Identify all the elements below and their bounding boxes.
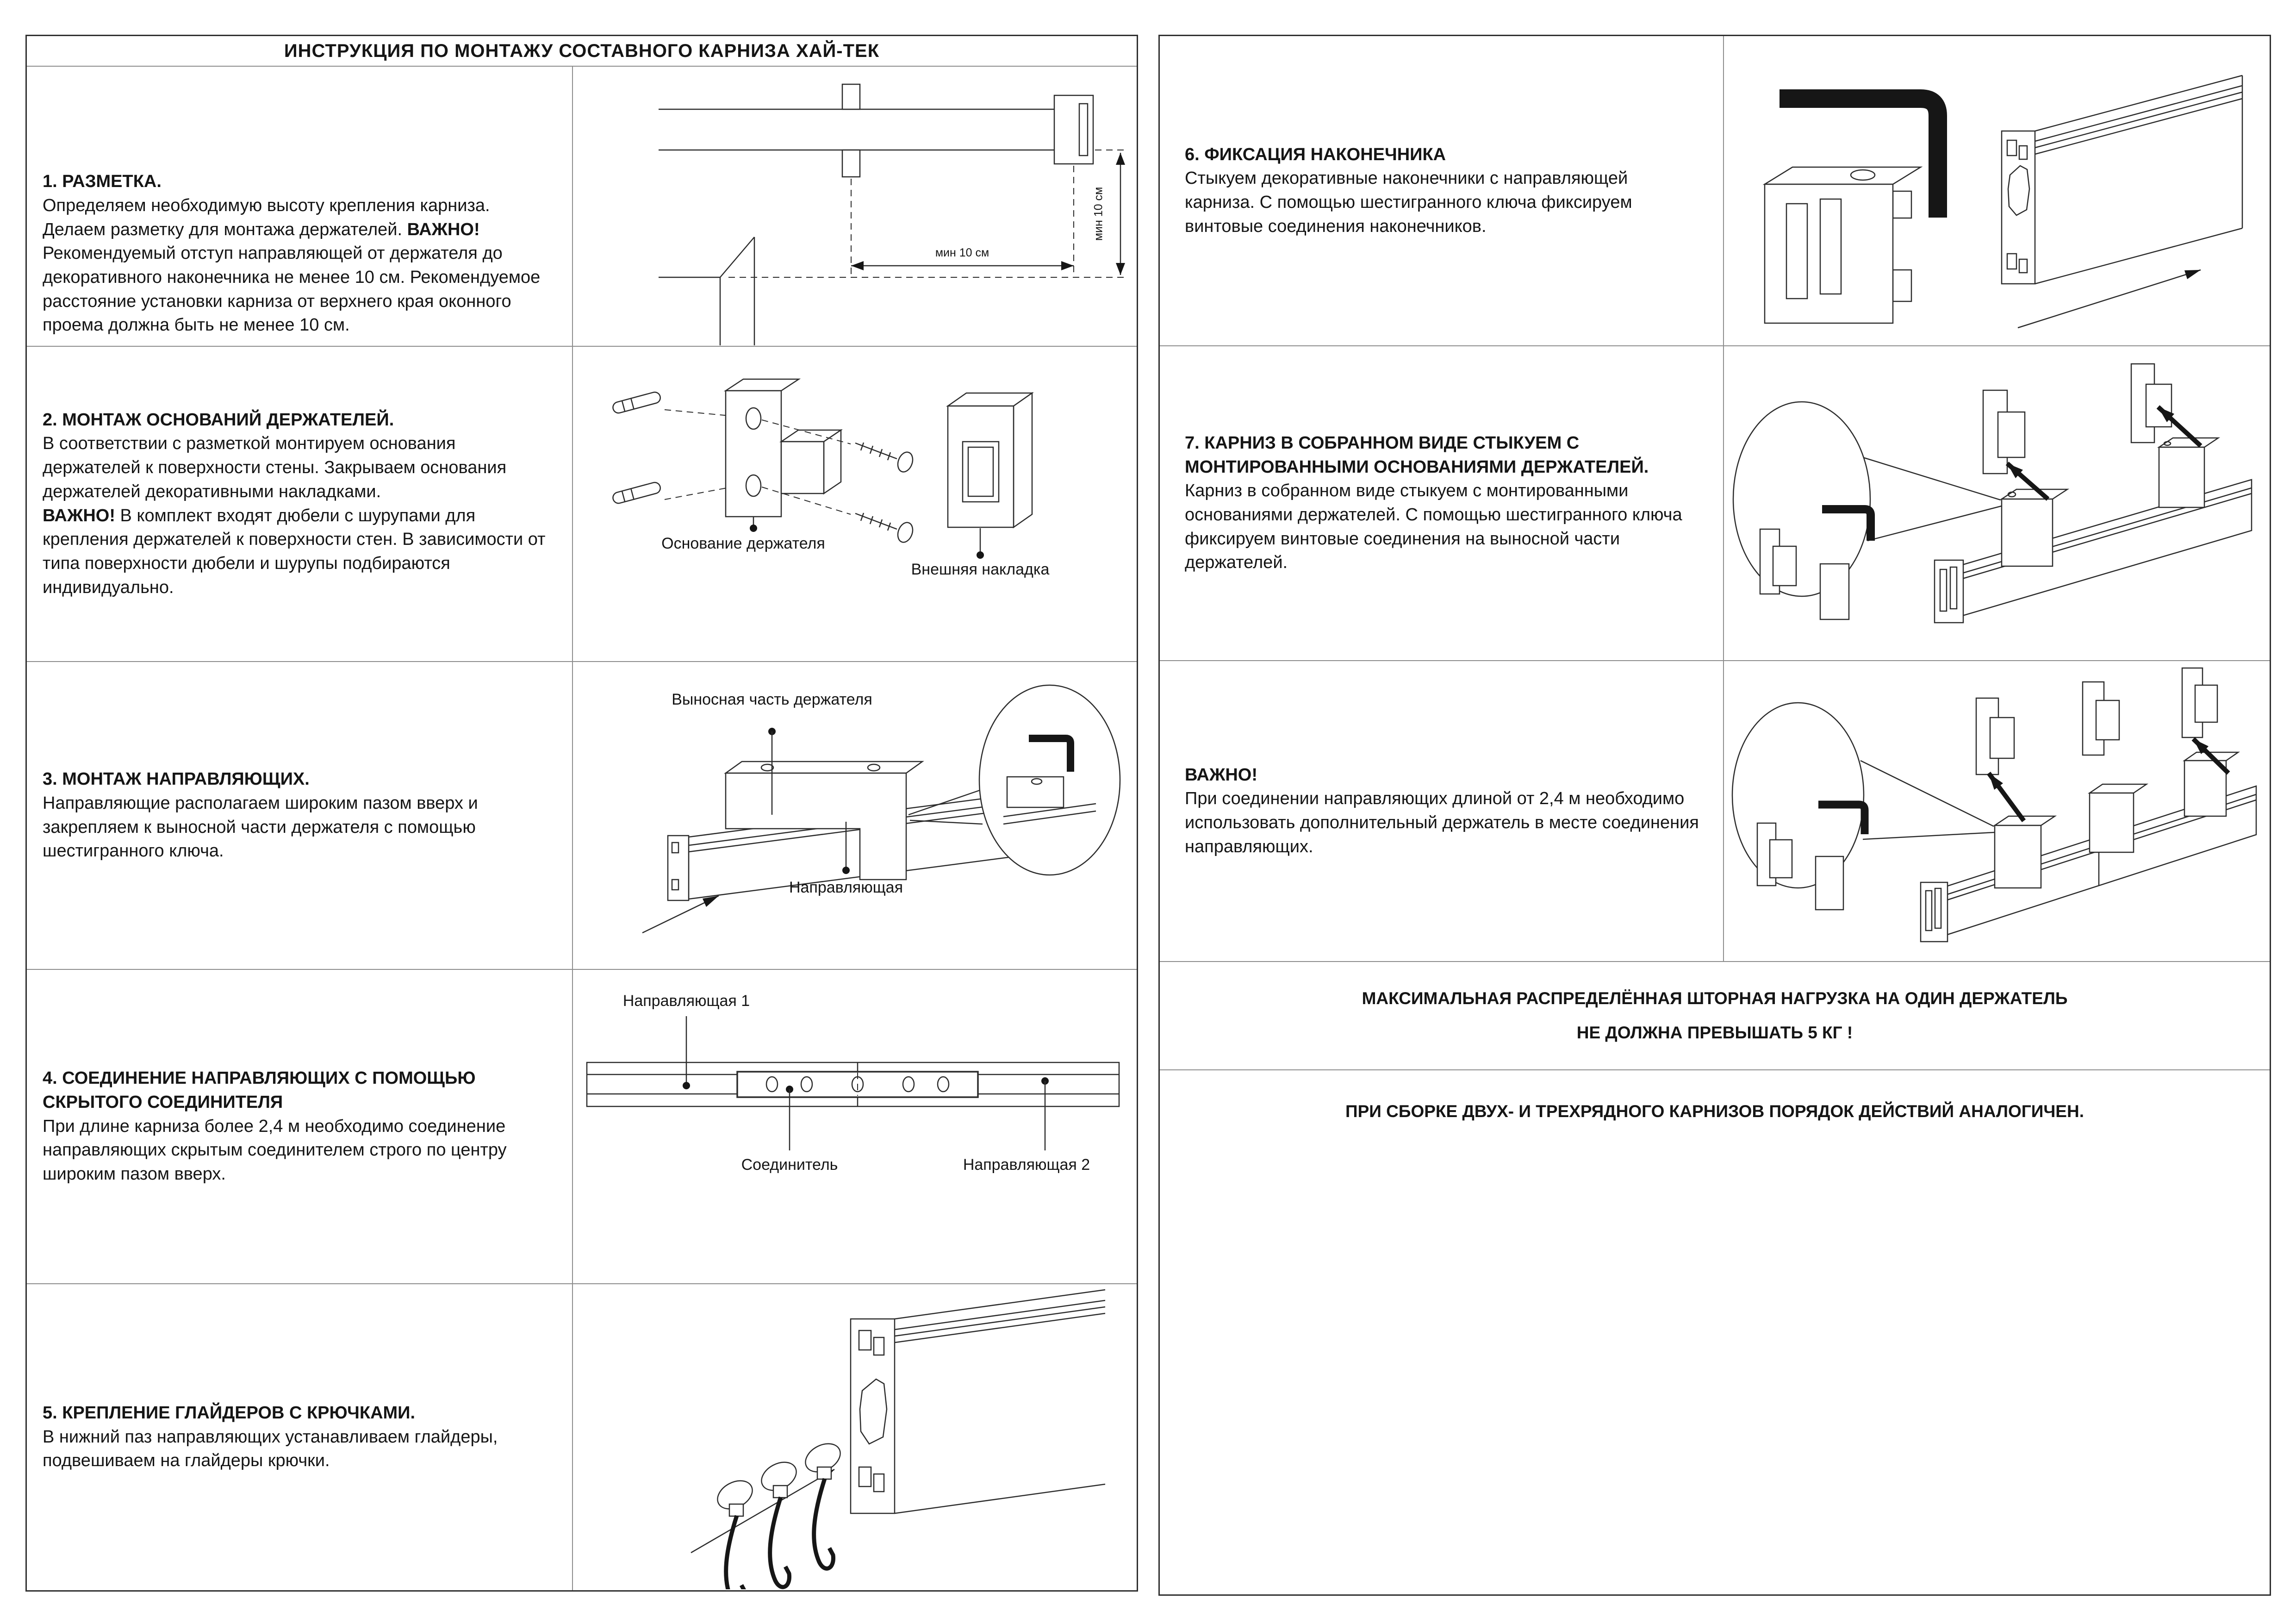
marking-diagram xyxy=(573,67,1137,346)
max-load-note xyxy=(1160,962,2270,1069)
step-7-heading: 7. КАРНИЗ В СОБРАННОМ ВИДЕ СТЫКУЕМ С МОНТИРОВАННЫМИ ОСНОВАНИЯМИ ДЕРЖАТЕЛЕЙ. xyxy=(1185,433,1649,477)
step-3-illustration xyxy=(573,662,1137,969)
step-6-heading: 6. ФИКСАЦИЯ НАКОНЕЧНИКА xyxy=(1185,144,1446,164)
label-rail: Направляющая xyxy=(789,879,903,896)
important-illustration xyxy=(1724,661,2270,961)
multi-row-note: ПРИ СБОРКЕ ДВУХ- И ТРЕХРЯДНОГО КАРНИЗОВ ПОРЯДОК ДЕЙСТВИЙ АНАЛОГИЧЕН. xyxy=(1345,1102,2084,1121)
step-3-text-cell xyxy=(27,662,573,969)
max-load-row xyxy=(1160,962,2270,1070)
step-1-important: ВАЖНО! xyxy=(407,219,480,239)
step-7-row xyxy=(1160,346,2270,661)
step-7-illustration xyxy=(1724,346,2270,660)
step-2-paragraph-1: В соответствии с разметкой монтируем основания держателей к поверхности стены. Закрываем основания держателей декоративными накладками. xyxy=(43,434,507,501)
step-3-body: Направляющие располагаем широким пазом вверх и закрепляем к выносной части держателя с помощью шестигранного ключа. xyxy=(43,793,478,861)
step-5-heading: 5. КРЕПЛЕНИЕ ГЛАЙДЕРОВ С КРЮЧКАМИ. xyxy=(43,1403,416,1423)
multi-row-note-row xyxy=(1160,1070,2270,1594)
max-load-line-1: МАКСИМАЛЬНАЯ РАСПРЕДЕЛЁННАЯ ШТОРНАЯ НАГРУЗКА НА ОДИН ДЕРЖАТЕЛЬ xyxy=(1362,989,2068,1008)
important-body: При соединении направляющих длиной от 2,4 м необходимо использовать дополнительный держатель в месте соединения направляющих. xyxy=(1185,789,1699,856)
step-6-text-cell xyxy=(1160,36,1724,345)
step-1-body-end: Рекомендуемый отступ направляющей от держателя до декоративного наконечника не менее 10 см. Рекомендуемое расстояние установки карниза от верхнего края оконного проема должна быть не менее 10 см. xyxy=(43,244,541,335)
end-cap-fixing-diagram xyxy=(1724,36,2270,345)
page-title: ИНСТРУКЦИЯ ПО МОНТАЖУ СОСТАВНОГО КАРНИЗА ХАЙ-ТЕК xyxy=(284,40,880,61)
step-5-illustration xyxy=(573,1284,1137,1590)
glider-hook xyxy=(713,1475,757,1589)
glider-hook xyxy=(801,1438,845,1568)
step-3-row xyxy=(27,662,1137,970)
important-text-cell xyxy=(1160,661,1724,961)
label-holder-arm: Выносная часть держателя xyxy=(672,691,872,708)
step-1-illustration xyxy=(573,67,1137,346)
label-rail-2: Направляющая 2 xyxy=(963,1156,1090,1174)
label-rail-1: Направляющая 1 xyxy=(622,992,750,1010)
step-4-illustration xyxy=(573,970,1137,1283)
step-6-body: Стыкуем декоративные наконечники с направляющей карниза. С помощью шестигранного ключа фиксируем винтовые соединения наконечников. xyxy=(1185,169,1632,236)
page-right xyxy=(1158,35,2271,1596)
step-4-heading: 4. СОЕДИНЕНИЕ НАПРАВЛЯЮЩИХ С ПОМОЩЬЮ СКРЫТОГО СОЕДИНИТЕЛЯ xyxy=(43,1068,476,1112)
step-2-heading: 2. МОНТАЖ ОСНОВАНИЙ ДЕРЖАТЕЛЕЙ. xyxy=(43,410,394,430)
step-1-row xyxy=(27,67,1137,347)
label-outer-cover: Внешняя накладка xyxy=(911,561,1050,578)
dim-label-horizontal: мин 10 см xyxy=(935,246,989,259)
step-4-text-cell xyxy=(27,970,573,1283)
important-heading: ВАЖНО! xyxy=(1185,765,1257,785)
step-3-heading: 3. МОНТАЖ НАПРАВЛЯЮЩИХ. xyxy=(43,769,310,789)
rail-connector-diagram xyxy=(573,970,1137,1283)
step-4-row xyxy=(27,970,1137,1284)
page-left xyxy=(25,35,1138,1592)
gliders-hooks-diagram xyxy=(573,1284,1137,1589)
extra-holder-diagram xyxy=(1724,661,2270,961)
step-7-text-cell xyxy=(1160,346,1724,660)
step-2-illustration xyxy=(573,347,1137,661)
dim-label-vertical: мин 10 см xyxy=(1092,187,1105,241)
assembled-rail-mounting-diagram xyxy=(1724,346,2270,660)
step-1-text-cell xyxy=(27,67,573,346)
step-1-body xyxy=(43,194,550,337)
step-5-body: В нижний паз направляющих устанавливаем глайдеры, подвешиваем на глайдеры крючки. xyxy=(43,1427,498,1471)
step-2-paragraph-2 xyxy=(43,504,550,600)
step-1-body-start: Определяем необходимую высоту крепления карниза. Делаем разметку для монтажа держателей. xyxy=(43,195,490,239)
glider-hook xyxy=(757,1456,801,1587)
step-7-body: Карниз в собранном виде стыкуем с монтированными основаниями держателей. С помощью шестигранного ключа фиксируем винтовые соединения на выносной части держателей. xyxy=(1185,481,1682,573)
step-5-text-cell xyxy=(27,1284,573,1590)
step-1-heading: 1. РАЗМЕТКА. xyxy=(43,172,162,192)
title-row xyxy=(27,36,1137,67)
holder-base-exploded-diagram xyxy=(573,347,1137,661)
step-2-paragraph-2-text: В комплект входят дюбели с шурупами для крепления держателей к поверхности стен. В зависимости от типа поверхности дюбели и шурупы подбираются индивидуально. xyxy=(43,506,546,597)
max-load-line-2: НЕ ДОЛЖНА ПРЕВЫШАТЬ 5 КГ ! xyxy=(1576,1023,1853,1042)
step-6-row xyxy=(1160,36,2270,346)
step-4-body: При длине карниза более 2,4 м необходимо соединение направляющих скрытым соединителем строго по центру широким пазом вверх. xyxy=(43,1116,507,1184)
step-2-row xyxy=(27,347,1137,662)
important-row xyxy=(1160,661,2270,962)
step-6-illustration xyxy=(1724,36,2270,345)
step-5-row xyxy=(27,1284,1137,1590)
step-2-text-cell xyxy=(27,347,573,661)
label-connector: Соединитель xyxy=(741,1156,838,1174)
label-holder-base: Основание держателя xyxy=(661,535,825,552)
step-2-important: ВАЖНО! xyxy=(43,506,115,525)
